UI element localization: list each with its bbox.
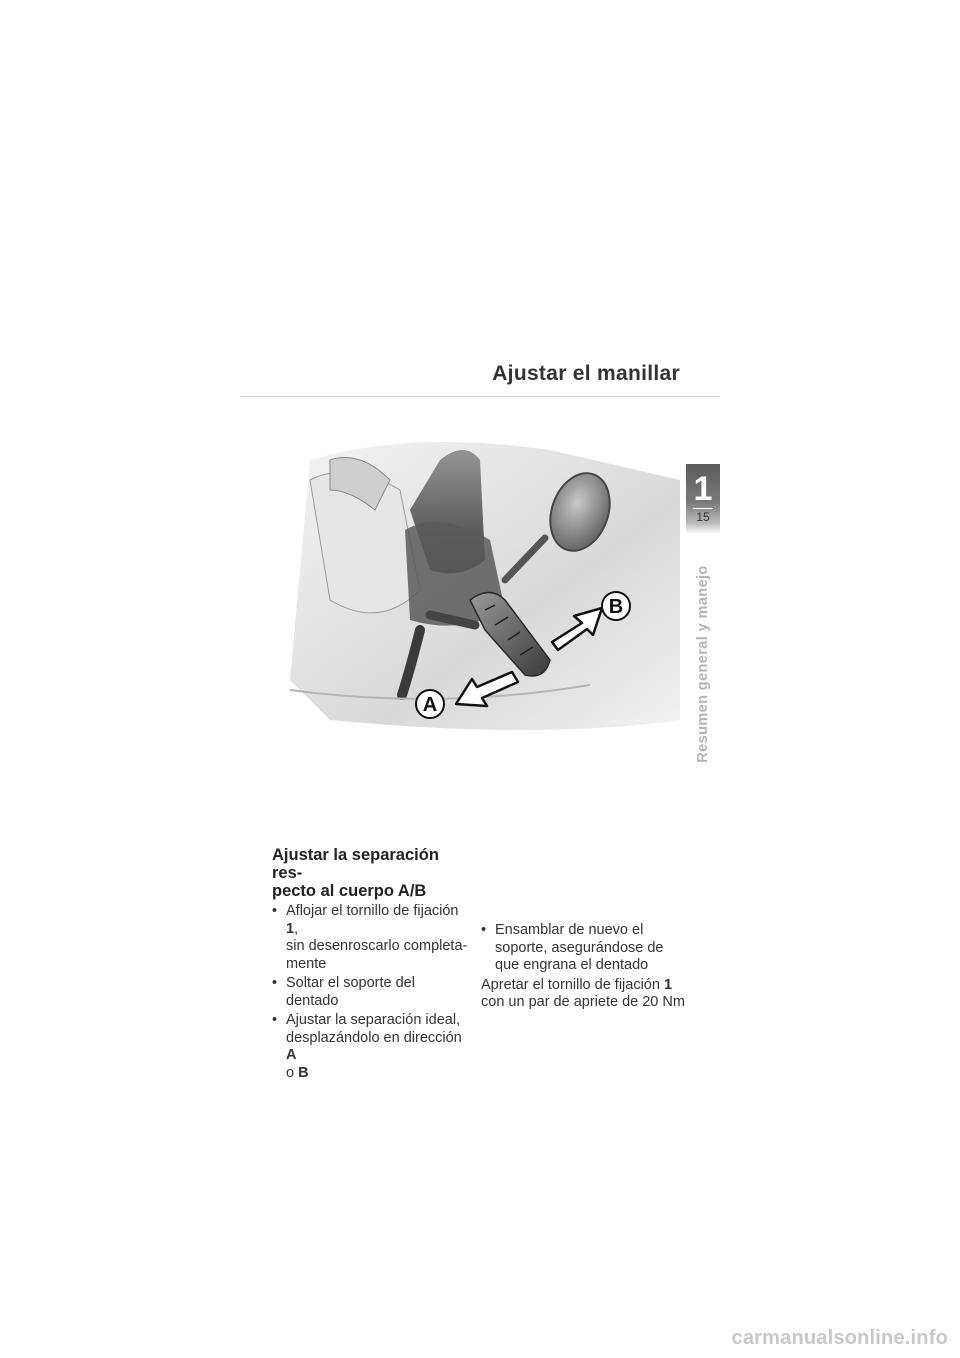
chapter-number: 1	[693, 470, 713, 508]
bullet-reassemble	[481, 922, 693, 975]
part-number: 1	[286, 920, 295, 937]
para-text: con un par de apriete de 20 Nm	[481, 994, 685, 1010]
bullet-dot: •	[481, 922, 487, 938]
bullet-dot: •	[272, 903, 278, 919]
left-column	[272, 846, 468, 1084]
page-number: 15	[696, 510, 710, 524]
bullet-text: Soltar el soporte del dentado	[286, 975, 415, 1009]
bullet-text: Aflojar el tornillo de fijación	[286, 903, 459, 919]
bullet-text: soporte, asegurándose de	[495, 939, 664, 956]
section-heading	[272, 846, 468, 900]
heading-line-2: pecto al cuerpo A/B	[272, 882, 427, 900]
label-a: A	[422, 694, 438, 716]
bullet-dot: •	[272, 975, 278, 991]
bullet-text: Ajustar la separación ideal,	[286, 1012, 461, 1028]
tighten-paragraph	[481, 977, 693, 1012]
right-column	[481, 922, 693, 1012]
bullet-text: que engrana el dentado	[495, 957, 649, 973]
label-b: B	[608, 596, 624, 618]
heading-line-1: Ajustar la separación res-	[272, 846, 439, 882]
bullet-text: Ensamblar de nuevo el	[495, 922, 644, 938]
bullet-adjust-distance	[272, 1012, 468, 1082]
chapter-tab	[686, 464, 720, 534]
bullet-text: ,	[294, 920, 299, 937]
bullet-text: o	[286, 1064, 299, 1081]
handlebar-illustration	[290, 420, 680, 750]
bullet-dot: •	[272, 1012, 278, 1028]
title-rule	[240, 396, 720, 397]
bullet-loosen-screw	[272, 903, 468, 973]
part-number: 1	[663, 976, 673, 993]
direction-b: B	[298, 1064, 309, 1081]
page-title: Ajustar el manillar	[492, 362, 680, 385]
handlebar-figure	[290, 420, 680, 750]
para-text: Apretar el tornillo de fijación	[481, 976, 664, 993]
bullet-release-holder	[272, 975, 468, 1010]
bullet-text: mente	[286, 955, 327, 972]
section-side-label: Resumen general y manejo	[695, 565, 711, 763]
watermark: carmanualsonline.info	[731, 1327, 948, 1349]
bullet-text: sin desenroscarlo completa-	[286, 938, 468, 954]
direction-a: A	[286, 1047, 297, 1063]
bullet-text: desplazándolo en dirección	[286, 1029, 462, 1046]
